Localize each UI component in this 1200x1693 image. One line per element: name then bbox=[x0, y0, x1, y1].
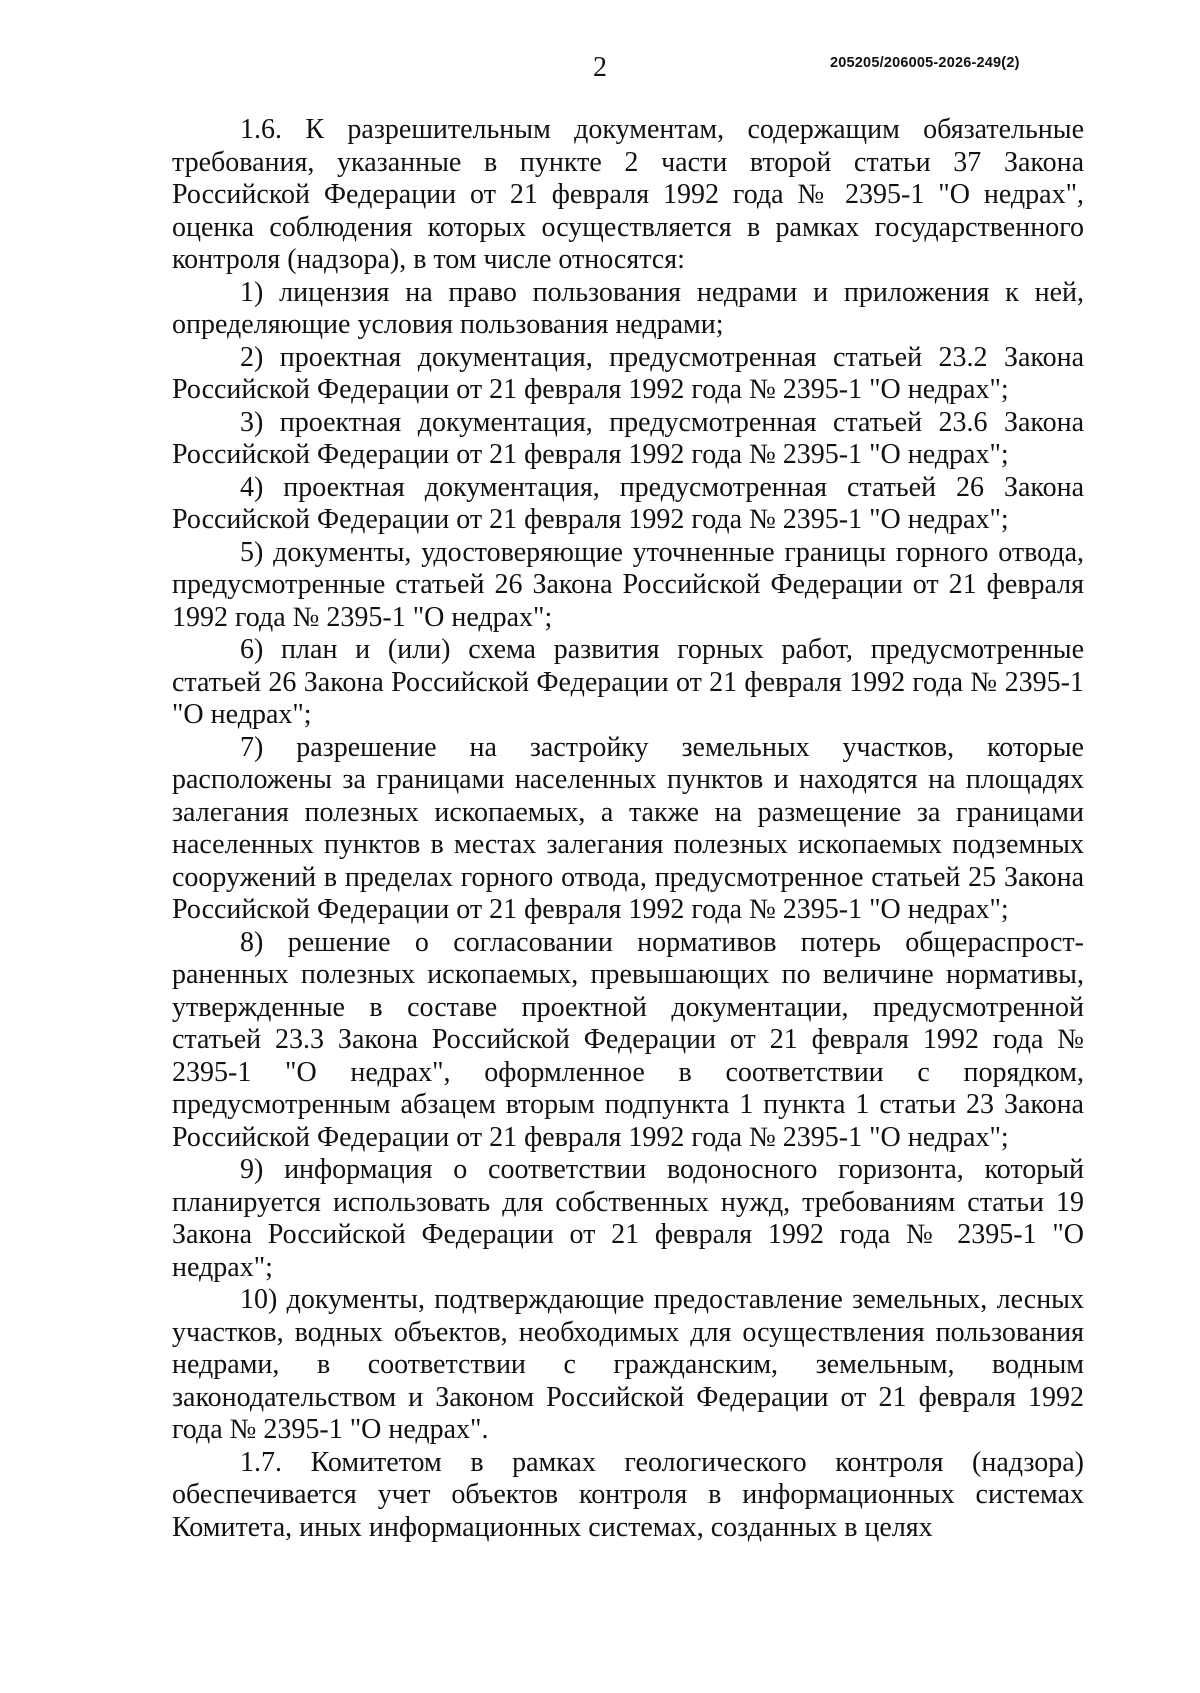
list-item-10: 10) документы, подтверждающие предоставление земельных, лесных участков, водных объектов, необходимых для осуществления пользования недрами, в соответствии с гражданским, земельным, водным законодательством и Законом Российской Федерации от 21 февраля 1992 года № 2395-1 "О недрах". bbox=[172, 1284, 1084, 1445]
paragraph-1-6: 1.6. К разрешительным документам, содержащим обязательные требования, указанные в пункте 2 части второй статьи 37 Закона Российской Федерации от 21 февраля 1992 года № 2395-1 "О недрах", оценка соблюдения которых осуществляется в рамках государственного контроля (надзора), в том числе относятся: bbox=[172, 114, 1084, 275]
list-item-7: 7) разрешение на застройку земельных участков, которые расположены за границами населенных пунктов и находятся на площадях залегания полезных ископаемых, а также на размещение за границами населенных пунктов в местах залегания полезных ископаемых подземных сооружений в пределах горного отвода, предусмотренное статьей 25 Закона Российской Федерации от 21 февраля 1992 года № 2395-1 "О недрах"; bbox=[172, 731, 1084, 925]
paragraph-1-7: 1.7. Комитетом в рамках геологического контроля (надзора) обеспечивается учет объектов контроля в информационных системах Комитета, иных информационных системах, созданных в целях bbox=[172, 1446, 1084, 1543]
list-item-9: 9) информация о соответствии водоносного горизонта, который планируется использовать для собственных нужд, требованиям статьи 19 Закона Российской Федерации от 21 февраля 1992 года № 2395-1 "О недрах"; bbox=[172, 1154, 1084, 1283]
list-item-1: 1) лицензия на право пользования недрами и приложения к ней, определяющие условия пользования недрами; bbox=[172, 276, 1084, 340]
document-id: 205205/206005-2026-249(2) bbox=[830, 55, 1020, 71]
page-number: 2 bbox=[593, 52, 607, 83]
list-item-3: 3) проектная документация, предусмотренная статьей 23.6 Закона Российской Федерации от 21 февраля 1992 года № 2395-1 "О недрах"; bbox=[172, 406, 1084, 470]
list-item-2: 2) проектная документация, предусмотренная статьей 23.2 Закона Российской Федерации от 21 февраля 1992 года № 2395-1 "О недрах"; bbox=[172, 341, 1084, 405]
list-item-5: 5) документы, удостоверяющие уточненные границы горного отвода, предусмотренные статьей 26 Закона Российской Федерации от 21 февраля 1992 года № 2395-1 "О недрах"; bbox=[172, 536, 1084, 633]
list-item-8: 8) решение о согласовании нормативов потерь общераспрост-раненных полезных ископаемых, превышающих по величине нормативы, утвержденные в составе проектной документации, предусмотренной статьей 23.3 Закона Российской Федерации от 21 февраля 1992 года № 2395-1 "О недрах", оформленное в соответствии с порядком, предусмотренным абзацем вторым подпункта 1 пункта 1 статьи 23 Закона Российской Федерации от 21 февраля 1992 года № 2395-1 "О недрах"; bbox=[172, 926, 1084, 1153]
list-item-4: 4) проектная документация, предусмотренная статьей 26 Закона Российской Федерации от 21 февраля 1992 года № 2395-1 "О недрах"; bbox=[172, 471, 1084, 535]
document-body bbox=[172, 114, 1084, 1544]
list-item-6: 6) план и (или) схема развития горных работ, предусмотренные статьей 26 Закона Российской Федерации от 21 февраля 1992 года № 2395-1 "О недрах"; bbox=[172, 634, 1084, 730]
